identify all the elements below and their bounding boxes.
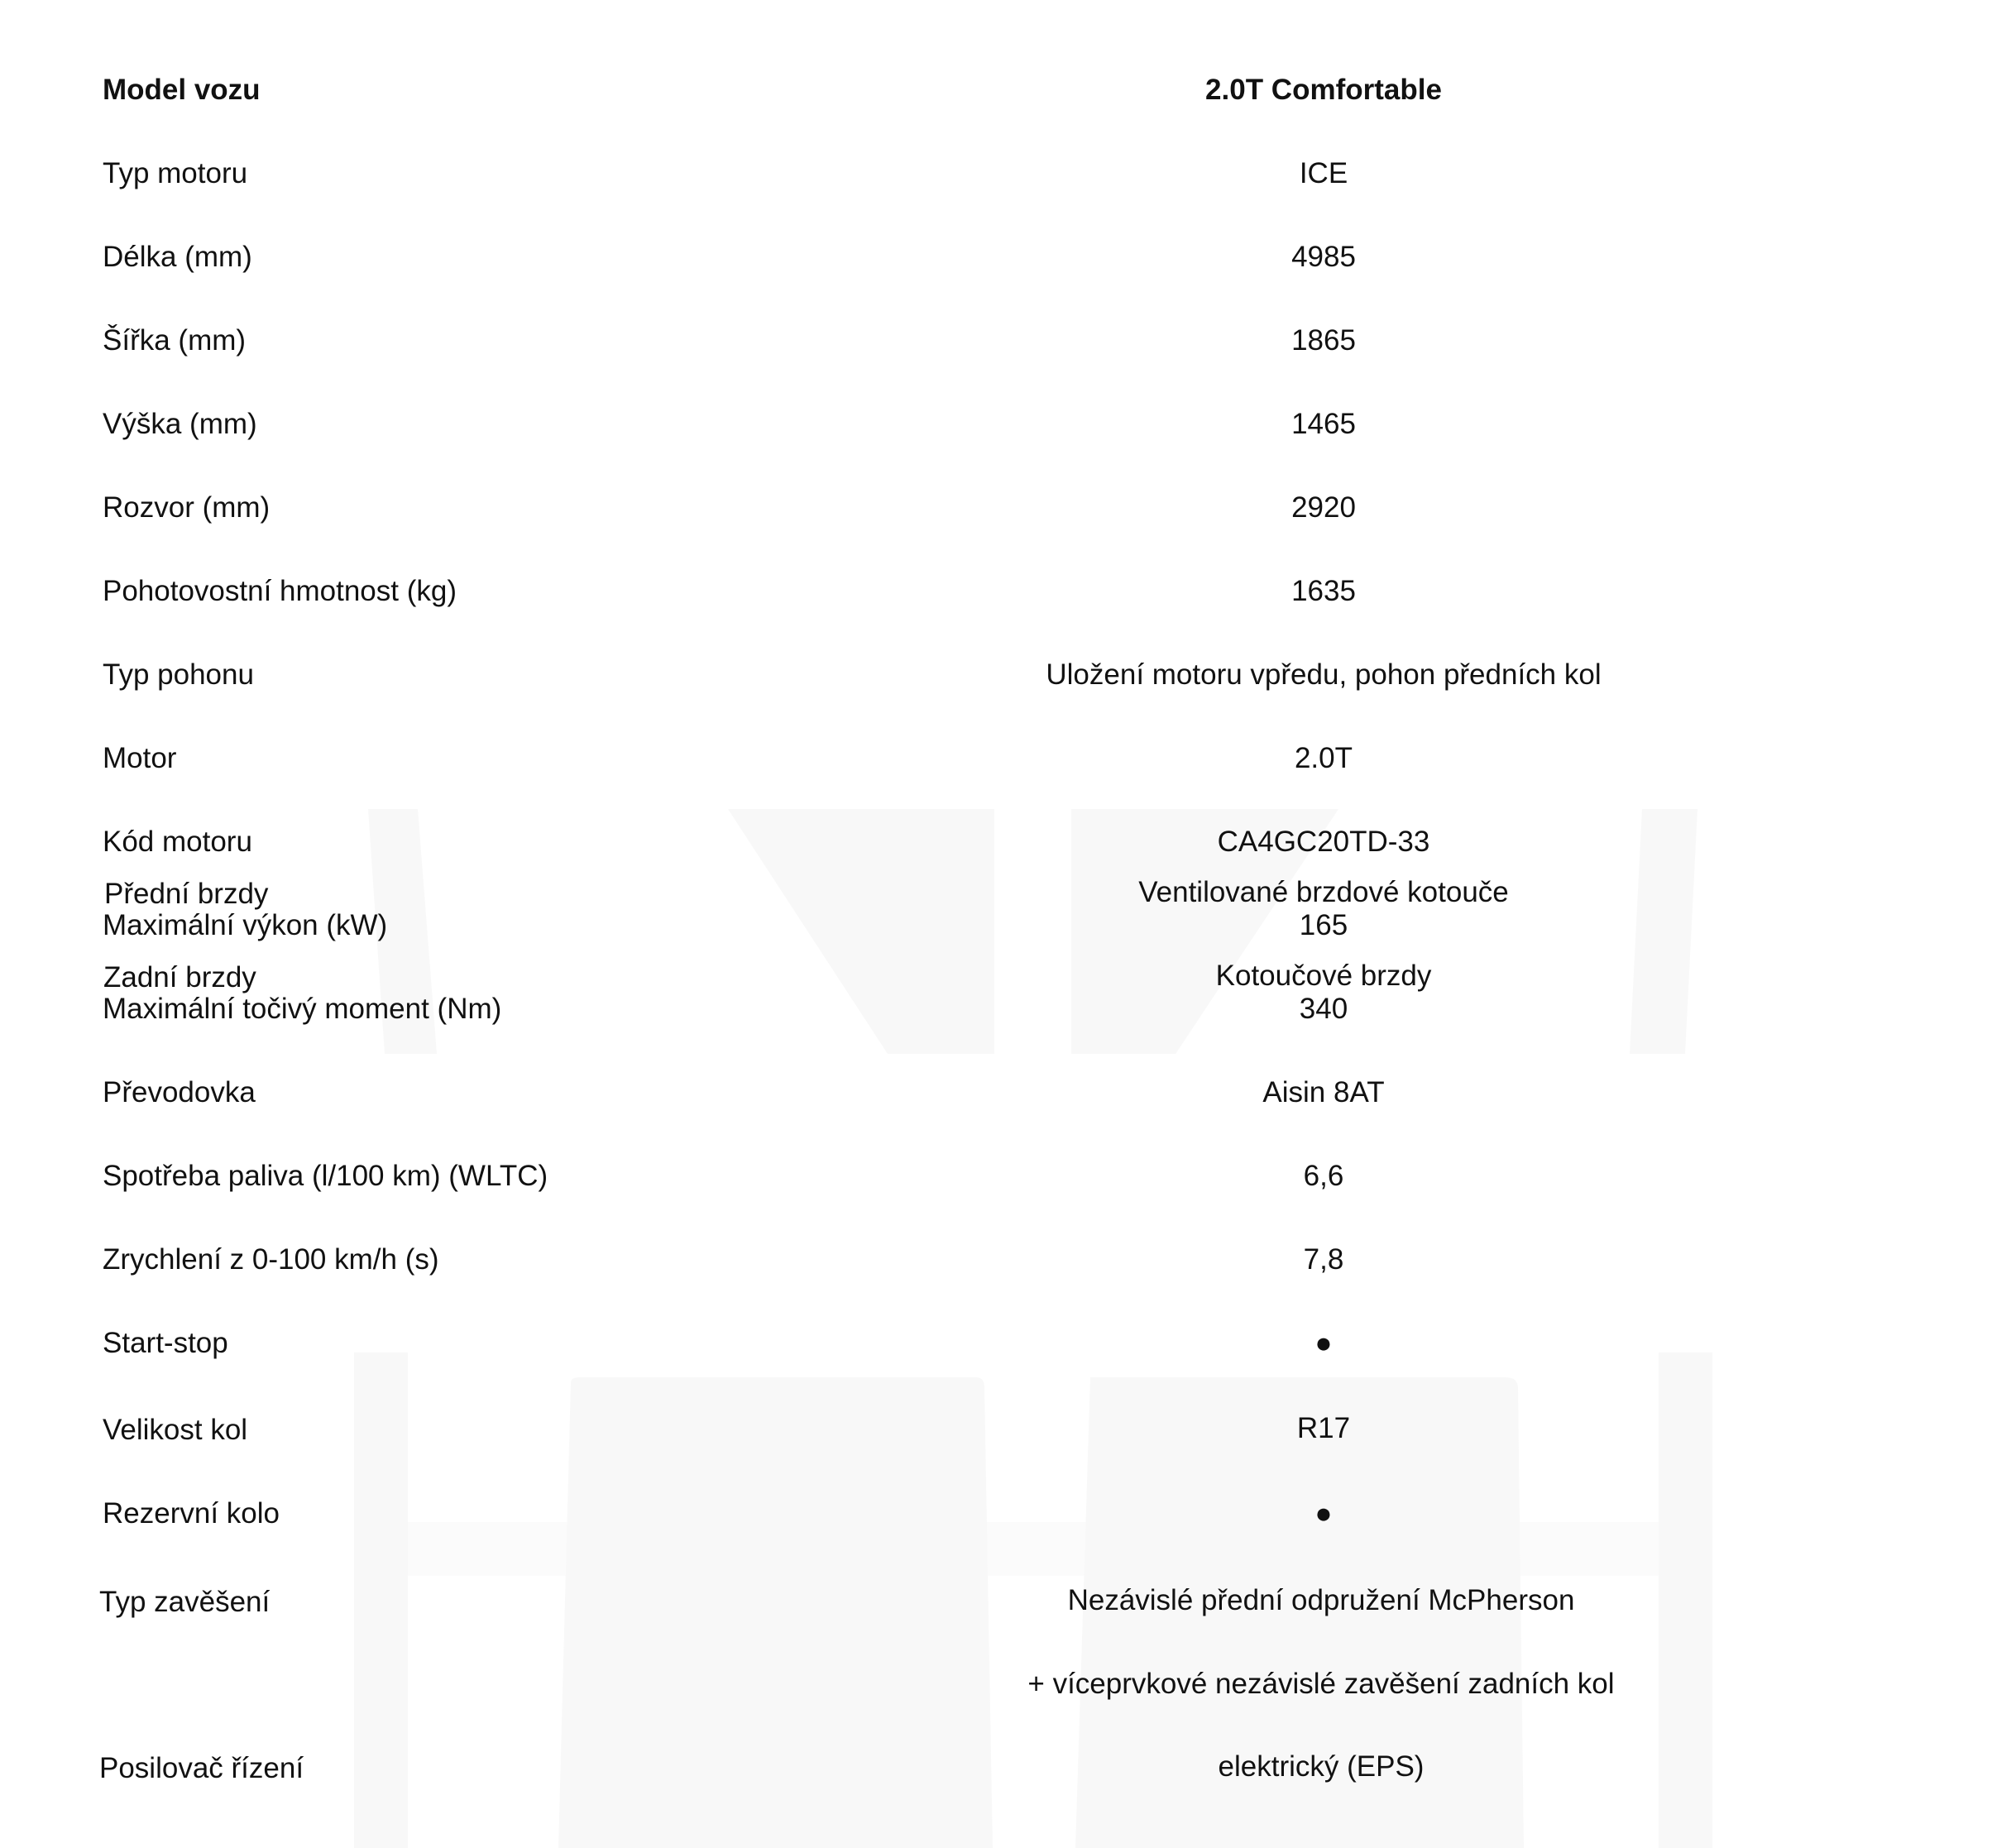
spec-label: Motor <box>103 742 177 774</box>
spec-label: Typ motoru <box>103 157 248 189</box>
spec-label: Rozvor (mm) <box>103 491 271 524</box>
spec-value-line2: + víceprvkové nezávislé zavěšení zadních kol <box>1027 1668 1615 1700</box>
spec-label: Typ pohonu <box>103 658 254 691</box>
spec-label: Spotřeba paliva (l/100 km) (WLTC) <box>103 1160 548 1192</box>
spec-value: Nezávislé přední odpružení McPherson <box>1067 1584 1575 1616</box>
spec-value: 2.0T <box>1294 742 1353 774</box>
spec-label: Šířka (mm) <box>103 324 247 357</box>
spec-label: Velikost kol <box>103 1414 248 1446</box>
spec-value: Aisin 8AT <box>1262 1076 1385 1108</box>
spec-value: 340 <box>1299 993 1348 1025</box>
spec-value: 1465 <box>1291 408 1356 440</box>
spec-value: 1865 <box>1291 324 1356 357</box>
spec-value: 6,6 <box>1303 1160 1344 1192</box>
spec-value: 1635 <box>1291 575 1356 607</box>
spec-value: elektrický (EPS) <box>1218 1750 1425 1783</box>
spec-label: Start-stop <box>103 1327 228 1359</box>
bullet-marker: ● <box>1314 1327 1333 1359</box>
spec-label: Výška (mm) <box>103 408 257 440</box>
spec-value: Uložení motoru vpředu, pohon předních kol <box>1046 658 1602 691</box>
spec-label: Maximální výkon (kW) <box>103 909 388 941</box>
spec-value: Ventilované brzdové kotouče <box>1138 876 1509 908</box>
header-value: 2.0T Comfortable <box>1205 74 1442 106</box>
spec-value: Kotoučové brzdy <box>1215 960 1432 992</box>
spec-value: R17 <box>1296 1412 1351 1444</box>
spec-label: Zadní brzdy <box>103 961 256 993</box>
spec-value: 2920 <box>1291 491 1356 524</box>
spec-label: Zrychlení z 0-100 km/h (s) <box>103 1243 439 1276</box>
spec-value: CA4GC20TD-33 <box>1217 826 1430 858</box>
spec-label: Typ zavěšení <box>99 1586 271 1618</box>
spec-label: Délka (mm) <box>103 241 252 273</box>
header-label: Model vozu <box>103 74 261 106</box>
bullet-marker: ● <box>1314 1497 1333 1530</box>
spec-label: Rezervní kolo <box>103 1497 280 1530</box>
spec-label: Maximální točivý moment (Nm) <box>103 993 502 1025</box>
spec-value: 165 <box>1299 909 1348 941</box>
spec-label: Kód motoru <box>103 826 252 858</box>
spec-label: Přední brzdy <box>104 878 269 910</box>
spec-value: ICE <box>1299 157 1348 189</box>
spec-label: Převodovka <box>103 1076 256 1108</box>
spec-value: 7,8 <box>1303 1243 1344 1276</box>
spec-label: Pohotovostní hmotnost (kg) <box>103 575 457 607</box>
spec-label: Posilovač řízení <box>99 1752 304 1784</box>
spec-value: 4985 <box>1291 241 1356 273</box>
